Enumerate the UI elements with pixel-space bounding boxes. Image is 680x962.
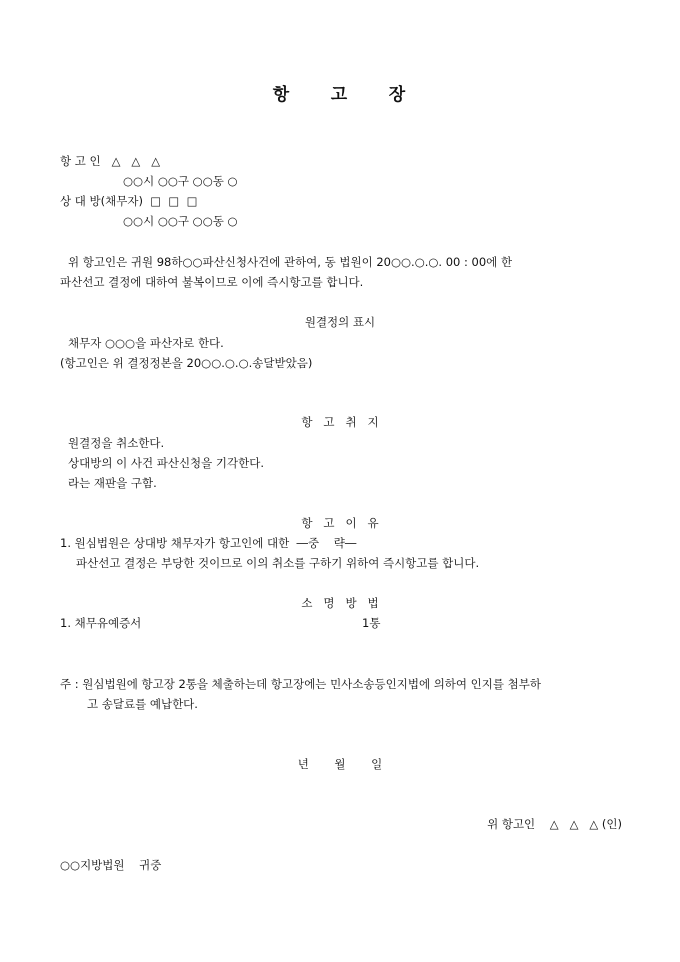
evidence-count: 1통 <box>362 616 381 630</box>
intro-line-2: 파산선고 결정에 대하여 불복이므로 이에 즉시항고를 합니다. <box>60 275 364 289</box>
evidence-item: 1. 채무유예증서 <box>60 616 142 630</box>
note-line-2: 고 송달료를 예납한다. <box>87 697 198 711</box>
reason-line-1: 1. 원심법원은 상대방 채무자가 항고인에 대한 ―중 략― <box>60 536 357 550</box>
intro-line-1: 위 항고인은 귀원 98하○○파산신청사건에 관하여, 동 법원이 20○○.○.○. 00 : 00에 한 <box>68 255 513 269</box>
original-decision-heading: 원결정의 표시 <box>304 315 376 329</box>
purpose-line-1: 원결정을 취소한다. <box>68 436 165 450</box>
purpose-heading: 항 고 취 지 <box>301 415 379 429</box>
signature-line: 위 항고인 △ △ △ (인) <box>487 817 622 831</box>
evidence-heading: 소 명 방 법 <box>301 596 379 610</box>
original-decision-line-1: 채무자 ○○○을 파산자로 한다. <box>68 336 224 350</box>
court-addressee: ○○지방법원 귀중 <box>60 858 162 872</box>
reason-heading: 항 고 이 유 <box>301 516 379 530</box>
respondent-label: 상 대 방(채무자) □ □ □ <box>60 194 198 208</box>
purpose-line-3: 라는 재판을 구함. <box>68 476 157 490</box>
document-title: 항 고 장 <box>272 85 408 105</box>
respondent-address: ○○시 ○○구 ○○동 ○ <box>123 214 238 228</box>
appellant-label: 항 고 인 △ △ △ <box>60 154 161 168</box>
original-decision-line-2: (항고인은 위 결정정본을 20○○.○.○.송달받았음) <box>60 356 313 370</box>
purpose-line-2: 상대방의 이 사건 파산신청을 기각한다. <box>68 456 265 470</box>
appellant-address: ○○시 ○○구 ○○동 ○ <box>123 174 238 188</box>
date-line: 년 월 일 <box>297 757 383 771</box>
note-line-1: 주 : 원심법원에 항고장 2통을 체출하는데 항고장에는 민사소송등인지법에 의하여 인지를 첨부하 <box>60 677 541 691</box>
reason-line-2: 파산선고 결정은 부당한 것이므로 이의 취소를 구하기 위하여 즉시항고를 합니다. <box>76 556 480 570</box>
